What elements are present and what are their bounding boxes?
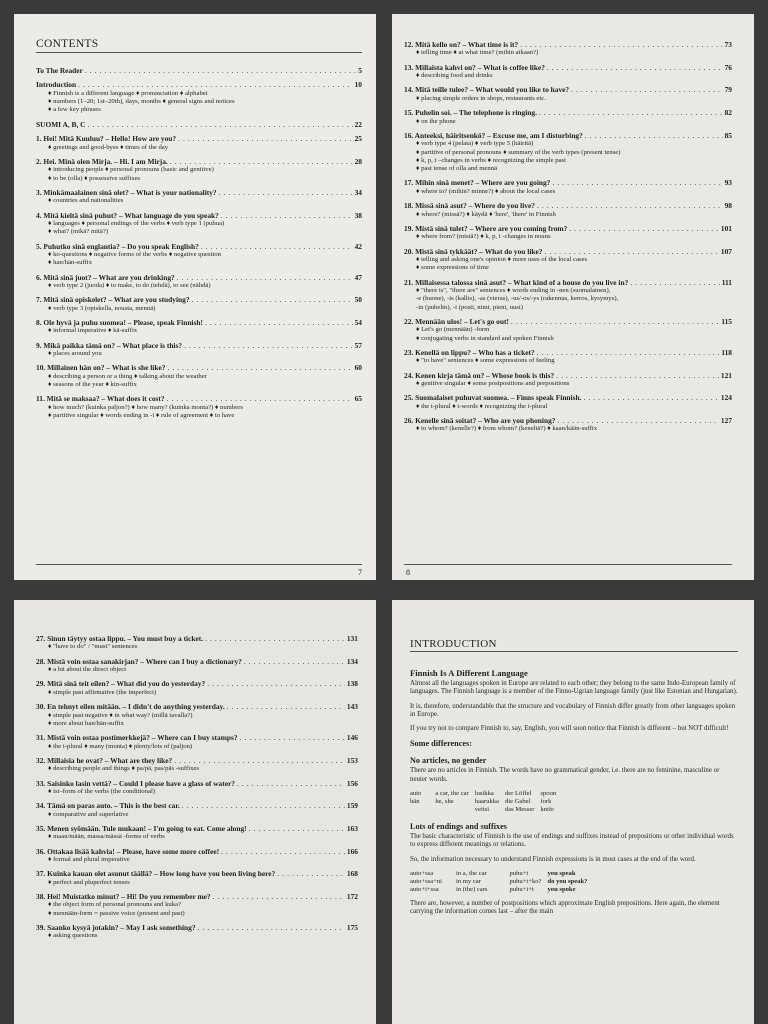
entry-topics: ♦ comparative and superlative <box>48 810 129 818</box>
table-cell: hän <box>410 798 420 806</box>
leader-dots <box>537 348 720 357</box>
table-cell: das Messer <box>504 806 535 814</box>
entry-title: Introduction <box>36 80 77 90</box>
entry-page-number: 60 <box>354 363 362 373</box>
table-cell: die Gabel <box>504 798 531 806</box>
toc-entry <box>404 416 732 434</box>
entry-topics: ♦ to be (olla) ♦ possessive suffixes <box>48 174 141 182</box>
entry-title: 36. Ottakaa lisää kahvia! – Please, have some more coffee! <box>36 846 220 856</box>
entry-topics: ♦ a few key phrases <box>48 106 101 114</box>
toc-entry <box>404 131 732 174</box>
entry-title: 9. Mikä paikka tämä on? – What place is this? <box>36 340 183 350</box>
entry-title: To The Reader <box>36 66 83 75</box>
entry-page-number: 82 <box>724 108 732 118</box>
toc-entry <box>36 923 358 941</box>
table-cell: auto <box>410 790 422 798</box>
leader-dots <box>583 393 718 402</box>
entry-page-number: 5 <box>358 66 362 75</box>
leader-dots <box>177 273 353 282</box>
entry-title: 22. Mennään ulos! – Let's go out! <box>404 316 509 326</box>
table-cell: lusikka <box>474 790 494 798</box>
example-table <box>410 790 562 814</box>
entry-title: 11. Mitä se maksaa? – What does it cost? <box>36 394 165 404</box>
section-heading: No articles, no gender <box>410 756 487 766</box>
entry-title: 37. Kuinka kauan olet asunut täällä? – How long have you been living here? <box>36 869 276 879</box>
leader-dots <box>219 188 353 197</box>
leader-dots <box>544 247 718 256</box>
example-table <box>410 870 593 894</box>
entry-page-number: 50 <box>354 295 362 305</box>
entry-title: 24. Kenen kirja tämä on? – Whose book is this? <box>404 370 555 380</box>
entry-topics: ♦ k, p, t –changes in verbs ♦ recognizing the simple past <box>416 156 567 164</box>
leader-dots <box>240 733 345 742</box>
leader-dots <box>207 679 345 688</box>
entry-title: 15. Puhelin soi. – The telephone is ringing. <box>404 108 537 118</box>
toc-entry <box>36 869 358 887</box>
entry-title: 28. Mistä voin ostaa sanakirjan? – Where can I buy a dictionary? <box>36 656 242 666</box>
leader-dots <box>221 847 345 856</box>
leader-dots <box>182 801 345 810</box>
entry-page-number: 146 <box>346 733 358 743</box>
leader-dots <box>201 242 353 251</box>
toc-entry <box>36 657 358 675</box>
toc-entry <box>36 211 362 237</box>
leader-dots <box>221 211 353 220</box>
toc-entry <box>36 824 358 842</box>
contents-page-1 <box>14 14 376 580</box>
entry-title: SUOMI A, B, C <box>36 119 86 129</box>
entry-page-number: 156 <box>346 778 358 788</box>
entry-topics: ♦ verb type 3 (opiskella, nousta, mennä) <box>48 304 156 312</box>
toc-entry <box>36 341 362 359</box>
entry-title: 14. Mitä teille tulee? – What would you like to have? <box>404 85 570 95</box>
footer-rule <box>36 564 362 565</box>
entry-topics: ♦ where? (missä?) ♦ käydä ♦ 'here', 'there' in Finnish <box>416 210 556 218</box>
entry-topics: ♦ greetings and good-byes ♦ times of the day <box>48 143 169 151</box>
section-heading: Lots of endings and suffixes <box>410 822 507 832</box>
entry-topics: ♦ genitive singular ♦ some postpositions and prepositions <box>416 379 570 387</box>
table-cell: in my car <box>455 877 481 885</box>
entry-topics: ♦ more about han/hän-suffix <box>48 719 124 727</box>
toc-entry <box>36 120 362 129</box>
toc-entry <box>36 242 362 268</box>
entry-page-number: 172 <box>346 892 358 902</box>
leader-dots <box>630 278 719 287</box>
entry-topics: ♦ the t-plural ♦ t-words ♦ recognizing the i-plural <box>416 402 548 410</box>
paragraph: The basic characteristic of Finnish is the use of endings and suffixes instead of prepositions or other individual words to express different meanings or relations. <box>410 833 734 849</box>
toc-entry <box>404 348 732 366</box>
toc-entry <box>36 66 362 75</box>
entry-topics: ♦ mennään-form = passive voice (present and past) <box>48 909 185 917</box>
toc-entry <box>36 779 358 797</box>
toc-entry <box>36 702 358 728</box>
entry-topics: ♦ Let's go (mennään) -form <box>416 326 490 334</box>
entry-topics: ♦ numbers (1–20; 1st–20th), days, months ♦ general signs and notices <box>48 98 235 106</box>
entry-page-number: 76 <box>724 62 732 72</box>
toc-entry <box>404 85 732 103</box>
table-row <box>410 806 562 814</box>
entry-topics: ♦ past tense of olla and mennä <box>416 165 498 173</box>
entry-topics: ♦ conjugating verbs in standard and spoken Finnish <box>416 334 554 342</box>
toc-entry <box>404 201 732 219</box>
toc-entry <box>36 134 362 152</box>
entry-title: 1. Hei! Mitä Kuuluu? – Hello! How are you? <box>36 134 177 144</box>
entry-title: 10. Millainen hän on? – What is she like? <box>36 363 166 373</box>
entry-page-number: 42 <box>354 241 362 251</box>
entry-title: 3. Minkämaalainen sinä olet? – What is your nationality? <box>36 187 217 197</box>
table-cell: haarukka <box>474 798 499 806</box>
table-cell: in a, the car <box>455 869 487 877</box>
entry-topics: ♦ informal imperative ♦ kä-suffix <box>48 327 138 335</box>
toc-entry <box>36 847 358 865</box>
toc-entry <box>36 394 362 420</box>
entry-topics: ♦ describing people and things ♦ pa/pä, pas/päs -suffixes <box>48 765 200 773</box>
entry-page-number: 159 <box>346 801 358 811</box>
table-cell: der Löffel <box>504 790 532 798</box>
entry-title: 13. Millaista kahvi on? – What is coffee like? <box>404 62 545 72</box>
toc-entry <box>36 80 362 114</box>
entry-title: 19. Mistä sinä tulet? – Where are you coming from? <box>404 223 568 233</box>
leader-dots <box>205 634 345 643</box>
toc-entry <box>404 278 732 312</box>
table-cell: in (the) cars <box>455 885 488 893</box>
entry-title: 4. Mitä kieltä sinä puhut? – What language do you speak? <box>36 210 219 220</box>
entry-page-number: 57 <box>354 340 362 350</box>
toc-entry <box>404 224 732 242</box>
entry-topics: ♦ Finnish is a different language ♦ pronunciation ♦ alphabet <box>48 89 208 97</box>
entry-topics: ♦ telling time ♦ at what time? (mihin aikaan?) <box>416 49 539 57</box>
entry-page-number: 10 <box>354 80 362 90</box>
table-cell: veitsi <box>474 806 490 814</box>
leader-dots <box>571 85 722 94</box>
leader-dots <box>244 657 345 666</box>
table-cell: you spoke <box>547 885 576 893</box>
entry-topics: ♦ how much? (kuinka paljon?) ♦ how many? (kuinka monta?) ♦ numbers <box>48 403 244 411</box>
table-row <box>410 790 562 798</box>
page-number: 7 <box>358 568 362 577</box>
entry-title: 16. Anteeksi, häiritsenkö? – Excuse me, am I disturbing? <box>404 130 583 140</box>
entry-topics: ♦ to whom? (kenelle?) ♦ from whom? (keneltä?) ♦ kaan/kään-suffix <box>416 425 598 433</box>
leader-dots <box>537 201 723 210</box>
table-row <box>410 798 562 806</box>
leader-dots <box>178 134 353 143</box>
entry-page-number: 38 <box>354 210 362 220</box>
entry-title: 12. Mitä kello on? – What time is it? <box>404 40 519 49</box>
entry-page-number: 107 <box>720 246 732 256</box>
entry-topics: ♦ asking questions <box>48 932 98 940</box>
entry-topics: ♦ simple past affirmative (the imperfect) <box>48 688 157 696</box>
entry-topics: ♦ placing simple orders in shops, restaurants etc. <box>416 94 546 102</box>
toc-entry <box>36 363 362 389</box>
entry-page-number: 93 <box>724 178 732 188</box>
entry-page-number: 166 <box>346 846 358 856</box>
toc-entry <box>404 247 732 273</box>
entry-page-number: 168 <box>346 869 358 879</box>
entry-title: 17. Mihin sinä menet? – Where are you going? <box>404 178 551 188</box>
entry-title: 2. Hei. Minä olen Mirja. – Hi. I am Mirja. <box>36 156 168 166</box>
table-cell: a car, the car <box>435 790 469 798</box>
entry-page-number: 124 <box>720 393 732 403</box>
toc-entry <box>404 317 732 343</box>
table-cell: auto+ssa+ni <box>410 877 442 885</box>
toc-list <box>36 634 358 941</box>
table-cell <box>435 806 474 814</box>
leader-dots <box>249 824 345 833</box>
leader-dots <box>237 779 345 788</box>
table-cell: you speak <box>547 869 576 877</box>
entry-title: 8. Ole hyvä ja puhu suomea! – Please, speak Finnish! <box>36 317 203 327</box>
introduction-page <box>392 600 754 1024</box>
leader-dots <box>192 295 353 304</box>
page-number: 8 <box>406 568 410 577</box>
table-cell: fork <box>540 798 552 806</box>
table-cell: puhu+t+ko? <box>509 877 542 885</box>
leader-dots <box>569 224 719 233</box>
table-cell: puhu+i+t <box>509 885 534 893</box>
toc-entry <box>404 40 732 58</box>
entry-page-number: 131 <box>346 634 358 643</box>
table-cell <box>410 806 435 814</box>
entry-title: 20. Mistä sinä tykkäät? – What do you like? <box>404 246 543 256</box>
entry-topics: ♦ where from? (mistä?) ♦ k, p, t -changes in nouns <box>416 233 551 241</box>
entry-page-number: 73 <box>724 40 732 49</box>
entry-title: 26. Kenelle sinä soitat? – Who are you phoning? <box>404 415 556 425</box>
entry-page-number: 47 <box>354 272 362 282</box>
entry-page-number: 28 <box>354 156 362 166</box>
leader-dots <box>556 371 719 380</box>
toc-entry <box>36 679 358 697</box>
entry-topics: ♦ han/hän-suffix <box>48 259 92 267</box>
toc-entry <box>36 733 358 751</box>
entry-title: 32. Millaisia he ovat? – What are they like? <box>36 755 173 765</box>
entry-topics: ♦ "to have" sentences ♦ some expressions of feeling <box>416 357 555 365</box>
leader-dots <box>511 317 719 326</box>
entry-topics: ♦ what? (mikä? mitä?) <box>48 228 109 236</box>
entry-topics: -in (puhelin), -i (posti, nimi, pieni, uusi) <box>416 303 523 311</box>
leader-dots <box>198 923 345 932</box>
entry-page-number: 115 <box>721 316 732 326</box>
entry-title: 35. Menen syömään. Tule mukaan! – I'm going to eat. Come along! <box>36 823 247 833</box>
contents-page-2 <box>392 14 754 580</box>
toc-entry <box>404 63 732 81</box>
toc-entry <box>36 295 362 313</box>
leader-dots <box>85 66 356 75</box>
entry-topics: ♦ formal and plural imperative <box>48 856 130 864</box>
leader-dots <box>213 892 345 901</box>
leader-dots <box>167 363 352 372</box>
table-row <box>410 886 593 894</box>
entry-title: 30. En tehnyt eilen mitään. – I didn't do anything yesterday. <box>36 702 225 712</box>
leader-dots <box>277 869 345 878</box>
entry-topics: ♦ verb type 2 (juoda) ♦ to make, to do (tehdä), to see (nähdä) <box>48 281 211 289</box>
leader-dots <box>539 108 723 117</box>
table-cell: puhu+t <box>509 869 529 877</box>
section-heading: Finnish Is A Different Language <box>410 668 528 678</box>
leader-dots <box>184 341 353 350</box>
toc-entry <box>36 892 358 918</box>
entry-page-number: 111 <box>721 277 732 287</box>
leader-dots <box>557 416 718 425</box>
entry-page-number: 143 <box>346 702 358 712</box>
paragraph: It is, therefore, understandable that the structure and vocabulary of Finnish differ greatly from other languages spoken in Europe. <box>410 702 736 718</box>
toc-entry <box>404 371 732 389</box>
toc-entry <box>404 178 732 196</box>
contents-title: CONTENTS <box>36 38 362 53</box>
entry-title: 31. Mistä voin ostaa postimerkkejä? – Where can I buy stamps? <box>36 733 238 743</box>
toc-entry <box>404 393 732 411</box>
entry-page-number: 98 <box>724 201 732 211</box>
entry-page-number: 25 <box>354 134 362 144</box>
entry-page-number: 175 <box>346 923 358 933</box>
table-cell: do you speak? <box>547 877 588 885</box>
entry-page-number: 65 <box>354 394 362 404</box>
entry-title: 25. Suomalaiset puhuvat suomea. – Finns speak Finnish. <box>404 393 582 403</box>
entry-topics: ♦ maan/mään, massa/mässä -forms of verbs <box>48 833 165 841</box>
entry-title: 21. Millaisessa talossa sinä asut? – What kind of a house do you live in? <box>404 277 629 287</box>
paragraph: There are, however, a number of postpositions which approximate English prepositions. Here again, the element carrying the information comes last – after the main <box>410 899 720 916</box>
table-cell: he, she <box>435 798 454 806</box>
toc-entry <box>36 157 362 183</box>
entry-page-number: 121 <box>720 370 732 380</box>
table-row <box>410 878 593 886</box>
entry-page-number: 22 <box>354 119 362 129</box>
table-row <box>410 870 593 878</box>
leader-dots <box>585 131 723 140</box>
entry-title: 18. Missä sinä asut? – Where do you live? <box>404 201 535 211</box>
leader-dots <box>227 702 345 711</box>
paragraph: There are no articles in Finnish. The words have no grammatical gender, i.e. there are no feminine, masculine or neuter words. <box>410 767 720 783</box>
leader-dots <box>205 318 353 327</box>
entry-title: 39. Saanko kysyä jotakin? – May I ask something? <box>36 923 196 933</box>
entry-topics: ♦ "have to do" / "must" sentences <box>48 643 138 651</box>
footer-rule <box>404 564 732 565</box>
entry-title: 33. Saisinko lasin vettä? – Could I please have a glass of water? <box>36 778 235 788</box>
entry-topics: ♦ introducing people ♦ personal pronouns (basic and genitive) <box>48 166 214 174</box>
paragraph: If you try not to compare Finnish to, say, English, you will soon notice that Finnish is different – but NOT difficult! <box>410 725 729 733</box>
leader-dots <box>520 40 722 49</box>
introduction-title: INTRODUCTION <box>410 638 738 652</box>
contents-page-3 <box>14 600 376 1024</box>
table-cell: spoon <box>540 790 557 798</box>
toc-entry <box>36 801 358 819</box>
table-cell: auto+i+ssa <box>410 885 439 893</box>
entry-topics: ♦ perfect and pluperfect tenses <box>48 878 130 886</box>
entry-topics: ♦ seasons of the year ♦ kin-suffix <box>48 381 137 389</box>
entry-page-number: 118 <box>721 347 732 357</box>
entry-title: 5. Puhutko sinä englantia? – Do you speak English? <box>36 241 199 251</box>
section-heading: Some differences: <box>410 739 472 749</box>
entry-title: 6. Mitä sinä juot? – What are you drinking? <box>36 272 175 282</box>
entry-topics: ♦ simple past negative ♦ in what way? (millä tavalla?) <box>48 711 193 719</box>
entry-topics: ♦ telling and asking one's opinion ♦ more uses of the local cases <box>416 255 588 263</box>
entry-topics: ♦ on the phone <box>416 117 456 125</box>
leader-dots <box>167 394 353 403</box>
entry-topics: ♦ describing food and drinks <box>416 72 493 80</box>
entry-page-number: 127 <box>720 415 732 425</box>
entry-topics: ♦ languages ♦ personal endings of the verbs ♦ verb type 1 (puhua) <box>48 219 225 227</box>
leader-dots <box>547 63 723 72</box>
entry-topics: ♦ isi–form of the verbs (the conditional) <box>48 787 156 795</box>
entry-page-number: 85 <box>724 130 732 140</box>
leader-dots <box>87 120 352 129</box>
leader-dots <box>170 157 353 166</box>
entry-page-number: 138 <box>346 679 358 689</box>
leader-dots <box>174 756 345 765</box>
toc-entry <box>36 756 358 774</box>
entry-title: 23. Kenellä on lippu? – Who has a ticket? <box>404 347 535 357</box>
entry-page-number: 163 <box>346 823 358 833</box>
entry-topics: -e (huone), -is (kallis), -as (vieras), -us/-os/-ys (rakennus, kerros, kysymys), <box>416 295 619 303</box>
leader-dots <box>552 178 722 187</box>
entry-topics: ♦ some expressions of time <box>416 264 489 272</box>
entry-title: 7. Mitä sinä opiskelet? – What are you studying? <box>36 295 190 305</box>
entry-topics: ♦ verb type 4 (pelata) ♦ verb type 5 (häiritä) <box>416 140 534 148</box>
table-cell: auto+ssa <box>410 869 434 877</box>
entry-topics: ♦ ko-questions ♦ negative forms of the verbs ♦ negative question <box>48 250 221 258</box>
paragraph: Almost all the languages spoken in Europe are related to each other; they belong to the same Indo-European family of languages. The Finnish language is a member of the Finno-Ugrian language family (just like Estonian and Hungarian). <box>410 680 738 696</box>
entry-topics: ♦ countries and nationalities <box>48 197 124 205</box>
entry-topics: ♦ places around you <box>48 350 102 358</box>
leader-dots <box>78 80 352 89</box>
entry-topics: ♦ a bit about the direct object <box>48 666 127 674</box>
toc-entry <box>36 634 358 652</box>
entry-page-number: 153 <box>346 755 358 765</box>
toc-list <box>404 40 732 434</box>
entry-page-number: 54 <box>354 317 362 327</box>
entry-topics: ♦ partitive of personal pronouns ♦ summary of the verb types (present tense) <box>416 148 621 156</box>
entry-page-number: 101 <box>720 223 732 233</box>
entry-topics: ♦ the i-plural ♦ many (monta) ♦ plenty/lots of (paljon) <box>48 742 193 750</box>
entry-title: 38. Hei! Muistatko minut? – Hi! Do you remember me? <box>36 892 211 902</box>
entry-title: 34. Tämä on paras auto. – This is the best car. <box>36 801 180 811</box>
entry-page-number: 134 <box>346 656 358 666</box>
entry-title: 27. Sinun täytyy ostaa lippu. – You must buy a ticket. <box>36 634 204 643</box>
entry-topics: ♦ partitive singular ♦ words ending in -i ♦ rule of agreement ♦ to have <box>48 412 235 420</box>
paragraph: So, the information necessary to understand Finnish expressions is in most cases at the end of the word. <box>410 855 696 863</box>
entry-topics: ♦ the object form of personal pronouns and kuka? <box>48 901 182 909</box>
entry-page-number: 79 <box>724 85 732 95</box>
entry-topics: ♦ describing a person or a thing ♦ talking about the weather <box>48 372 207 380</box>
table-cell: knife <box>540 806 554 814</box>
toc-entry <box>404 108 732 126</box>
toc-list <box>36 66 362 420</box>
toc-entry <box>36 188 362 206</box>
entry-title: 29. Mitä sinä teit eilen? – What did you do yesterday? <box>36 679 206 689</box>
entry-page-number: 34 <box>354 187 362 197</box>
toc-entry <box>36 318 362 336</box>
entry-topics: ♦ "there is", "there are" sentences ♦ words ending in -nen (suomalainen), <box>416 286 611 294</box>
toc-entry <box>36 273 362 291</box>
entry-topics: ♦ where to? (mihin? minne?) ♦ about the local cases <box>416 187 556 195</box>
